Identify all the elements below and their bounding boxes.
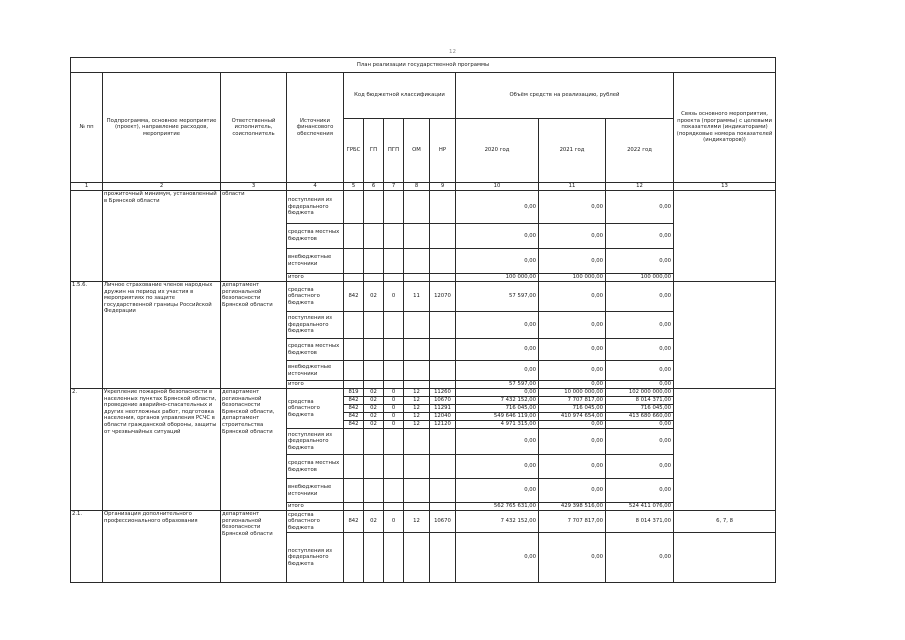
code-np: 12040 (430, 413, 456, 421)
header-om: ОМ (404, 119, 430, 183)
code-np: 12070 (430, 282, 456, 312)
code-grbs: 842 (344, 282, 364, 312)
indicator-link (674, 389, 776, 511)
code-pgp: 0 (384, 405, 404, 413)
total-2020: 57 597,00 (456, 381, 539, 389)
total-2022: 524 411 076,00 (606, 503, 674, 511)
value-2022: 0,00 (606, 339, 674, 361)
col-index: 3 (221, 183, 287, 191)
value-2020: 549 646 119,00 (456, 413, 539, 421)
header-2021: 2021 год (539, 119, 606, 183)
code-pgp: 0 (384, 413, 404, 421)
value-2021: 0,00 (539, 429, 606, 455)
value-2020: 0,00 (456, 191, 539, 224)
code-np: 11291 (430, 405, 456, 413)
value-2020: 0,00 (456, 479, 539, 503)
value-2022: 0,00 (606, 533, 674, 583)
source-regional: средства областного бюджета (287, 389, 344, 429)
value-2022: 0,00 (606, 421, 674, 429)
source-total: итого (287, 381, 344, 389)
col-index: 8 (404, 183, 430, 191)
col-index: 10 (456, 183, 539, 191)
source-local: средства местных бюджетов (287, 455, 344, 479)
col-index: 9 (430, 183, 456, 191)
value-2021: 7 707 817,00 (539, 511, 606, 533)
value-2020: 0,00 (456, 339, 539, 361)
col-index: 12 (606, 183, 674, 191)
value-2021: 0,00 (539, 282, 606, 312)
col-index: 5 (344, 183, 364, 191)
code-pgp: 0 (384, 511, 404, 533)
code-grbs: 819 (344, 389, 364, 397)
value-2022: 0,00 (606, 282, 674, 312)
value-2022: 0,00 (606, 455, 674, 479)
source-federal: поступления из федерального бюджета (287, 533, 344, 583)
code-gp: 02 (364, 421, 384, 429)
value-2021: 410 974 654,00 (539, 413, 606, 421)
value-2021: 0,00 (539, 224, 606, 249)
code-om: 12 (404, 389, 430, 397)
code-pgp: 0 (384, 282, 404, 312)
value-2022: 0,00 (606, 429, 674, 455)
total-2021: 100 000,00 (539, 274, 606, 282)
value-2020: 7 432 152,00 (456, 511, 539, 533)
source-federal: поступления из федерального бюджета (287, 191, 344, 224)
col-index: 4 (287, 183, 344, 191)
code-grbs: 842 (344, 413, 364, 421)
item-name: прожиточный минимум, установленный в Брянской области (103, 191, 221, 282)
value-2021: 10 000 000,00 (539, 389, 606, 397)
value-2021: 0,00 (539, 249, 606, 274)
item-responsible: области (221, 191, 287, 282)
source-local: средства местных бюджетов (287, 224, 344, 249)
code-om: 12 (404, 421, 430, 429)
code-gp: 02 (364, 397, 384, 405)
col-index: 6 (364, 183, 384, 191)
value-2022: 413 680 660,00 (606, 413, 674, 421)
value-2020: 0,00 (456, 312, 539, 339)
value-2022: 102 000 000,00 (606, 389, 674, 397)
value-2021: 0,00 (539, 312, 606, 339)
item-responsible: департамент региональной безопасности Брянской области (221, 282, 287, 389)
header-src: Источники финансового обеспечения (287, 73, 344, 183)
value-2021: 0,00 (539, 339, 606, 361)
program-plan-table (70, 57, 776, 583)
value-2022: 716 045,00 (606, 405, 674, 413)
header-gp: ГП (364, 119, 384, 183)
header-no: № пп (71, 73, 103, 183)
code-grbs: 842 (344, 421, 364, 429)
total-2022: 100 000,00 (606, 274, 674, 282)
header-resp: Ответственный исполнитель, соисполнитель (221, 73, 287, 183)
value-2021: 0,00 (539, 479, 606, 503)
source-total: итого (287, 274, 344, 282)
total-2021: 429 398 516,00 (539, 503, 606, 511)
source-local: средства местных бюджетов (287, 339, 344, 361)
value-2021: 716 045,00 (539, 405, 606, 413)
value-2020: 716 045,00 (456, 405, 539, 413)
code-gp: 02 (364, 389, 384, 397)
value-2022: 0,00 (606, 191, 674, 224)
item-responsible: департамент региональной безопасности Брянской области, департамент строительства Брянской области (221, 389, 287, 511)
total-2020: 100 000,00 (456, 274, 539, 282)
value-2020: 7 432 152,00 (456, 397, 539, 405)
value-2020: 0,00 (456, 533, 539, 583)
value-2021: 7 707 817,00 (539, 397, 606, 405)
value-2021: 0,00 (539, 533, 606, 583)
col-index: 11 (539, 183, 606, 191)
header-pgp: ПГП (384, 119, 404, 183)
code-gp: 02 (364, 511, 384, 533)
code-om: 11 (404, 282, 430, 312)
value-2021: 0,00 (539, 191, 606, 224)
page-number: 12 (449, 49, 456, 55)
code-pgp: 0 (384, 397, 404, 405)
source-regional: средства областного бюджета (287, 282, 344, 312)
code-np: 10670 (430, 511, 456, 533)
value-2022: 0,00 (606, 312, 674, 339)
code-grbs: 842 (344, 405, 364, 413)
program-plan-sheet (70, 57, 776, 583)
item-name: Укрепление пожарной безопасности в населенных пунктах Брянской области, проведение аварийно-спасательных и других неотложных работ, подготовка населения, органов управления РСЧС в области гражданской обороны, защиты от чрезвычайных ситуаций (103, 389, 221, 511)
code-np: 10670 (430, 397, 456, 405)
source-federal: поступления из федерального бюджета (287, 312, 344, 339)
code-om: 12 (404, 413, 430, 421)
value-2022: 8 014 371,00 (606, 397, 674, 405)
item-responsible: департамент региональной безопасности Брянской области (221, 511, 287, 583)
item-number (71, 191, 103, 282)
code-grbs: 842 (344, 397, 364, 405)
source-regional: средства областного бюджета (287, 511, 344, 533)
code-pgp: 0 (384, 421, 404, 429)
code-pgp: 0 (384, 389, 404, 397)
item-number: 1.5.6. (71, 282, 103, 389)
col-index: 13 (674, 183, 776, 191)
source-extra: внебюджетные источники (287, 479, 344, 503)
code-gp: 02 (364, 405, 384, 413)
code-gp: 02 (364, 282, 384, 312)
item-name: Организация дополнительного профессионального образования (103, 511, 221, 583)
indicator-link: 6, 7, 8 (674, 511, 776, 533)
value-2020: 0,00 (456, 455, 539, 479)
value-2020: 4 971 315,00 (456, 421, 539, 429)
code-om: 12 (404, 397, 430, 405)
value-2020: 0,00 (456, 389, 539, 397)
header-link: Связь основного мероприятия, проекта (программы) с целевыми показателями (индикаторами) (порядковые номера показателей (индикаторов)) (674, 73, 776, 183)
value-2020: 57 597,00 (456, 282, 539, 312)
item-number: 2. (71, 389, 103, 511)
source-federal: поступления из федерального бюджета (287, 429, 344, 455)
header-name: Подпрограмма, основное мероприятие (проект), направление расходов, мероприятие (103, 73, 221, 183)
source-extra: внебюджетные источники (287, 249, 344, 274)
value-2020: 0,00 (456, 361, 539, 381)
total-2020: 562 765 631,00 (456, 503, 539, 511)
code-np: 12120 (430, 421, 456, 429)
header-volume: Объём средств на реализацию, рублей (456, 73, 674, 119)
value-2021: 0,00 (539, 455, 606, 479)
header-grbs: ГРБС (344, 119, 364, 183)
value-2022: 0,00 (606, 361, 674, 381)
item-name: Личное страхование членов народных дружин на период их участия в мероприятиях по защите государственной границы Российской Федерации (103, 282, 221, 389)
header-kbk: Код бюджетной классификации (344, 73, 456, 119)
table-title: План реализации государственной программы (71, 58, 776, 73)
total-2022: 0,00 (606, 381, 674, 389)
col-index: 7 (384, 183, 404, 191)
header-np: НР (430, 119, 456, 183)
col-index: 1 (71, 183, 103, 191)
code-om: 12 (404, 511, 430, 533)
col-index: 2 (103, 183, 221, 191)
item-number: 2.1. (71, 511, 103, 583)
indicator-link (674, 533, 776, 583)
value-2022: 0,00 (606, 479, 674, 503)
value-2020: 0,00 (456, 249, 539, 274)
header-2022: 2022 год (606, 119, 674, 183)
source-extra: внебюджетные источники (287, 361, 344, 381)
total-2021: 0,00 (539, 381, 606, 389)
indicator-link (674, 282, 776, 389)
value-2021: 0,00 (539, 421, 606, 429)
indicator-link (674, 191, 776, 282)
value-2020: 0,00 (456, 429, 539, 455)
value-2022: 0,00 (606, 249, 674, 274)
code-om: 12 (404, 405, 430, 413)
code-gp: 02 (364, 413, 384, 421)
value-2020: 0,00 (456, 224, 539, 249)
header-2020: 2020 год (456, 119, 539, 183)
value-2022: 8 014 371,00 (606, 511, 674, 533)
value-2021: 0,00 (539, 361, 606, 381)
code-grbs: 842 (344, 511, 364, 533)
value-2022: 0,00 (606, 224, 674, 249)
source-total: итого (287, 503, 344, 511)
code-np: 11260 (430, 389, 456, 397)
